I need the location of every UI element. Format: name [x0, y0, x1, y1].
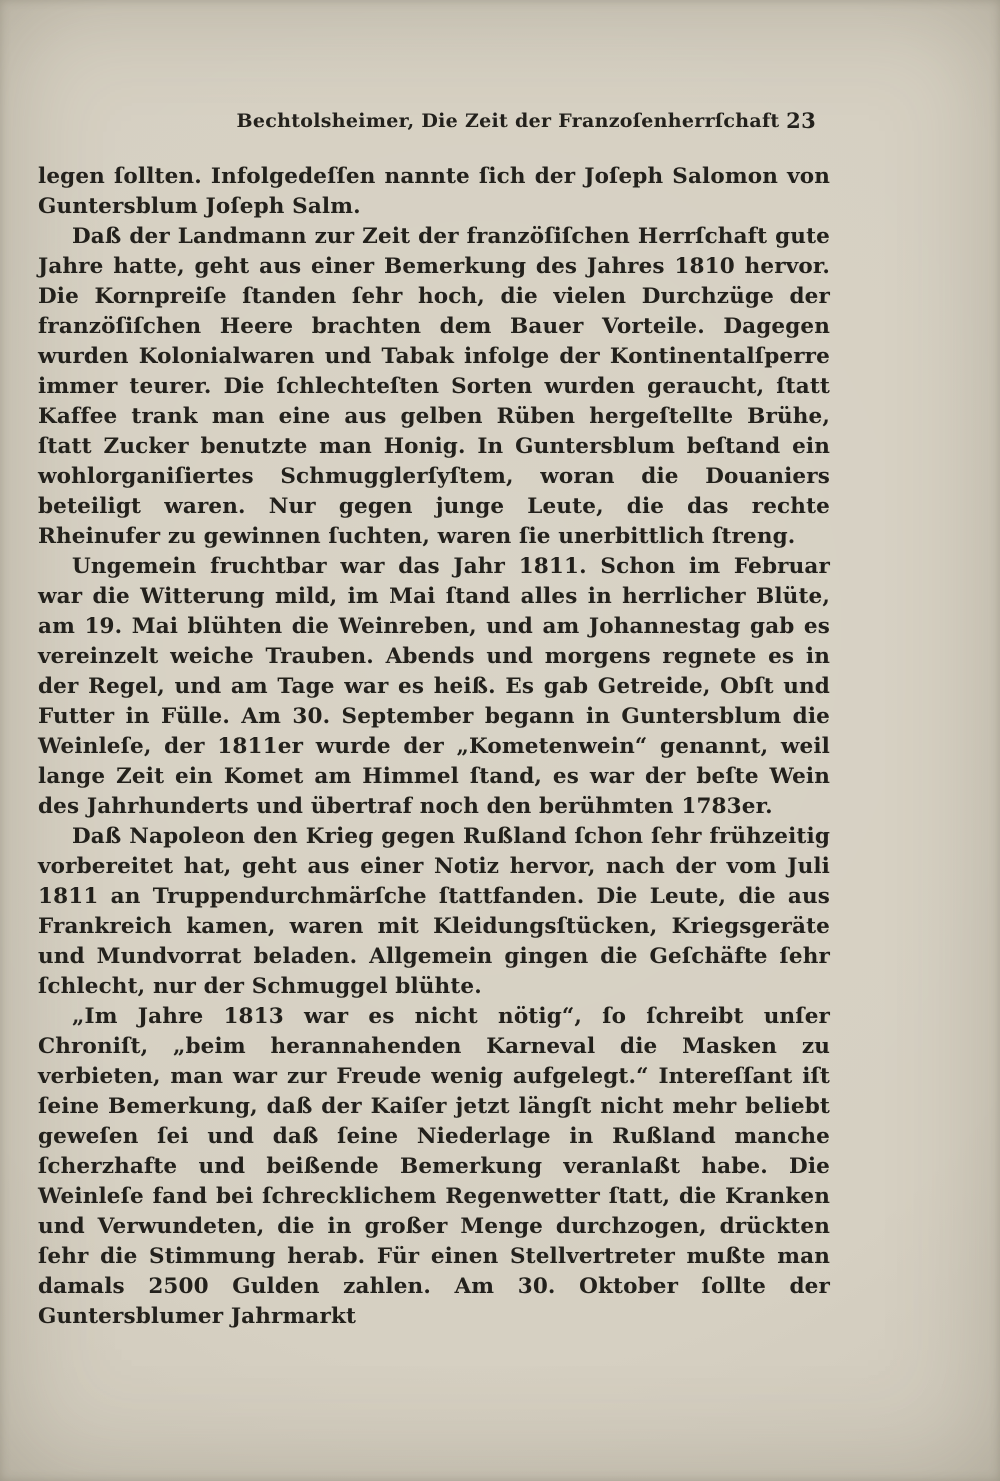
- text-block: [38, 110, 830, 1332]
- paragraph: legen ſollten. Infolgedeſſen nannte ſich der Joſeph Salomon von Guntersblum Joſeph Salm.: [38, 164, 830, 219]
- paragraph: „Im Jahre 1813 war es nicht nötig“, ſo ſchreibt unſer Chroniſt, „beim herannahenden Karneval die Masken zu verbieten, man war zur Freude wenig aufgelegt.“ Intereſſant iſt ſeine Bemerkung, daß der Kaiſer jetzt längſt nicht mehr beliebt geweſen ſei und daß ſeine Niederlage in Rußland manche ſcherzhafte und beißende Bemerkung veranlaßt habe. Die Weinleſe fand bei ſchrecklichem Regenwetter ſtatt, die Kranken und Verwundeten, die in großer Menge durchzogen, drückten ſehr die Stimmung herab. Für einen Stellvertreter mußte man damals 2500 Gulden zahlen. Am 30. Oktober ſollte der Guntersblumer Jahrmarkt: [38, 1004, 830, 1329]
- paragraph: Daß Napoleon den Krieg gegen Rußland ſchon ſehr frühzeitig vorbereitet hat, geht aus einer Notiz hervor, nach der vom Juli 1811 an Truppendurchmärſche ſtattfanden. Die Leute, die aus Frankreich kamen, waren mit Kleidungsſtücken, Kriegsgeräte und Mundvorrat beladen. Allgemein gingen die Geſchäfte ſehr ſchlecht, nur der Schmuggel blühte.: [38, 824, 830, 999]
- paragraph: Daß der Landmann zur Zeit der franzöſiſchen Herrſchaft gute Jahre hatte, geht aus einer Bemerkung des Jahres 1810 hervor. Die Kornpreiſe ſtanden ſehr hoch, die vielen Durchzüge der franzöſiſchen Heere brachten dem Bauer Vorteile. Dagegen wurden Kolonialwaren und Tabak infolge der Kontinentalſperre immer teurer. Die ſchlechteſten Sorten wurden geraucht, ſtatt Kaffee trank man eine aus gelben Rüben hergeſtellte Brühe, ſtatt Zucker benutzte man Honig. In Guntersblum beſtand ein wohlorganiſiertes Schmugglerſyſtem, woran die Douaniers beteiligt waren. Nur gegen junge Leute, die das rechte Rheinufer zu gewinnen ſuchten, waren ſie unerbittlich ſtreng.: [38, 224, 830, 549]
- running-title: Bechtolsheimer, Die Zeit der Franzoſenherrſchaft: [236, 110, 780, 132]
- page-header: [38, 110, 830, 138]
- page-number: 23: [786, 108, 816, 133]
- paragraph: Ungemein fruchtbar war das Jahr 1811. Schon im Februar war die Witterung mild, im Mai ſtand alles in herrlicher Blüte, am 19. Mai blühten die Weinreben, und am Johannestag gab es vereinzelt weiche Trauben. Abends und morgens regnete es in der Regel, und am Tage war es heiß. Es gab Getreide, Obſt und Futter in Fülle. Am 30. September begann in Guntersblum die Weinleſe, der 1811er wurde der „Kometenwein“ genannt, weil lange Zeit ein Komet am Himmel ſtand, es war der beſte Wein des Jahrhunderts und übertraf noch den berühmten 1783er.: [38, 554, 830, 819]
- body-text: [38, 162, 830, 1332]
